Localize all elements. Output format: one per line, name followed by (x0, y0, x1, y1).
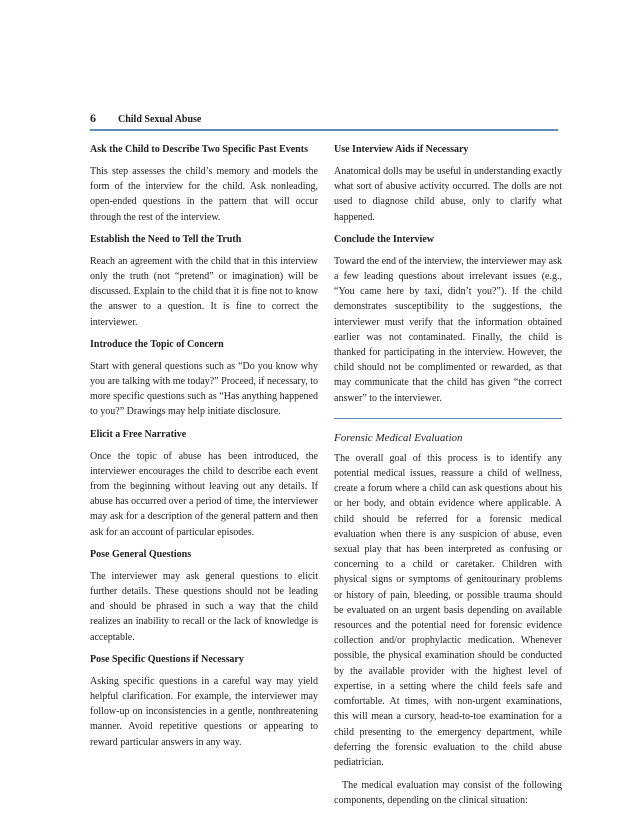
section-text: Asking specific questions in a careful way may yield helpful clarification. For example, the interviewer may follow-up on inconsistencies in a gentle, nonthreatening manner. Avoid repetitive questions or appearing to reward particular answers in any way. (90, 675, 318, 748)
running-title: Child Sexual Abuse (118, 114, 202, 125)
section-topic-of-concern (90, 338, 318, 420)
section-heading: Pose General Questions (90, 548, 192, 560)
section-interview-aids (334, 143, 562, 225)
section-tell-truth (90, 233, 318, 330)
section-divider (334, 418, 562, 419)
section-text: Start with general questions such as “Do you know why you are talking with me today?” Proceed, if necessary, to more specific questions such as “Has anything happened to you?” Drawings may help initiate disclosure. (90, 360, 318, 418)
section-heading: Elicit a Free Narrative (90, 428, 187, 440)
section-heading: Forensic Medical Evaluation (334, 431, 463, 444)
section-forensic-evaluation (334, 431, 562, 809)
right-column (334, 143, 562, 813)
section-describe-events (90, 143, 318, 225)
section-heading: Use Interview Aids if Necessary (334, 144, 469, 155)
section-text: The overall goal of this process is to identify any potential medical issues, reassure a child of wellness, create a forum where a child can ask questions about his or her body, and obtain evidence where applicable. A child should be referred for a forensic medical evaluation when there is any suspicion of abuse, even sexual play that has been interpreted as confusing or concerning to a child or caretaker. Children with physical signs or symptoms of genitourinary problems or history of pain, bleeding, or possible trauma should be evaluated on an urgent basis depending on available resources and the potential need for forensic evidence collection and/or prophylactic medication. Whenever possible, the physical examination should be conducted by the available provider with the highest level of expertise, in a setting where the child feels safe and comfortable. At times, with non-urgent examinations, this will mean a cursory, head-to-toe examination for a child presenting to the emergency department, while deferring the forensic evaluation to the child abuse pediatrician. (334, 452, 562, 768)
section-heading: Introduce the Topic of Concern (90, 338, 224, 350)
section-free-narrative (90, 428, 318, 540)
running-header (90, 111, 558, 129)
section-text: This step assesses the child’s memory and models the form of the interview for the child. Ask nonleading, open-ended questions in the pattern that will occur through the rest of the interview. (90, 166, 318, 223)
section-text: Reach an agreement with the child that in this interview only the truth (not “pretend” or imagination) will be discussed. Explain to the child that it is fine not to know the answer to a question. It is fine to correct the interviewer. (90, 255, 318, 328)
section-general-questions (90, 548, 318, 645)
left-column (90, 143, 318, 758)
section-specific-questions (90, 653, 318, 750)
header-rule (90, 129, 558, 131)
section-text: Anatomical dolls may be useful in understanding exactly what sort of abusive activity occurred. The dolls are not used to diagnose child abuse, only to clarify what happened. (334, 166, 562, 223)
section-text: Once the topic of abuse has been introduced, the interviewer encourages the child to describe each event from the beginning without leaving out any details. If abuse has occurred over a period of time, the interviewer may ask for a description of the general pattern and then ask for an account of particular episodes. (90, 450, 318, 538)
section-text: The interviewer may ask general questions to elicit further details. These questions should not be leading and should be phrased in such a way that the child realizes an inability to recall or the lack of knowledge is acceptable. (90, 570, 318, 643)
section-heading: Ask the Child to Describe Two Specific Past Events (90, 144, 308, 155)
section-text: Toward the end of the interview, the interviewer may ask a few leading questions about irrelevant issues (e.g., “You came here by taxi, didn’t you?”). If the child demonstrates susceptibility to the suggestions, the interviewer must verify that the information obtained earlier was not contaminated. Finally, the child is thanked for participating in the interview. However, the child should not be complimented or rewarded, as that may communicate that the child has given “the correct answer” to the interviewer. (334, 255, 563, 404)
section-heading: Conclude the Interview (334, 233, 434, 245)
section-heading: Establish the Need to Tell the Truth (90, 233, 242, 245)
section-conclude-interview (334, 233, 562, 406)
page-number: 6 (90, 111, 96, 125)
section-heading: Pose Specific Questions if Necessary (90, 653, 244, 665)
section-text-continued: The medical evaluation may consist of the following components, depending on the clinical situation: (334, 780, 562, 807)
